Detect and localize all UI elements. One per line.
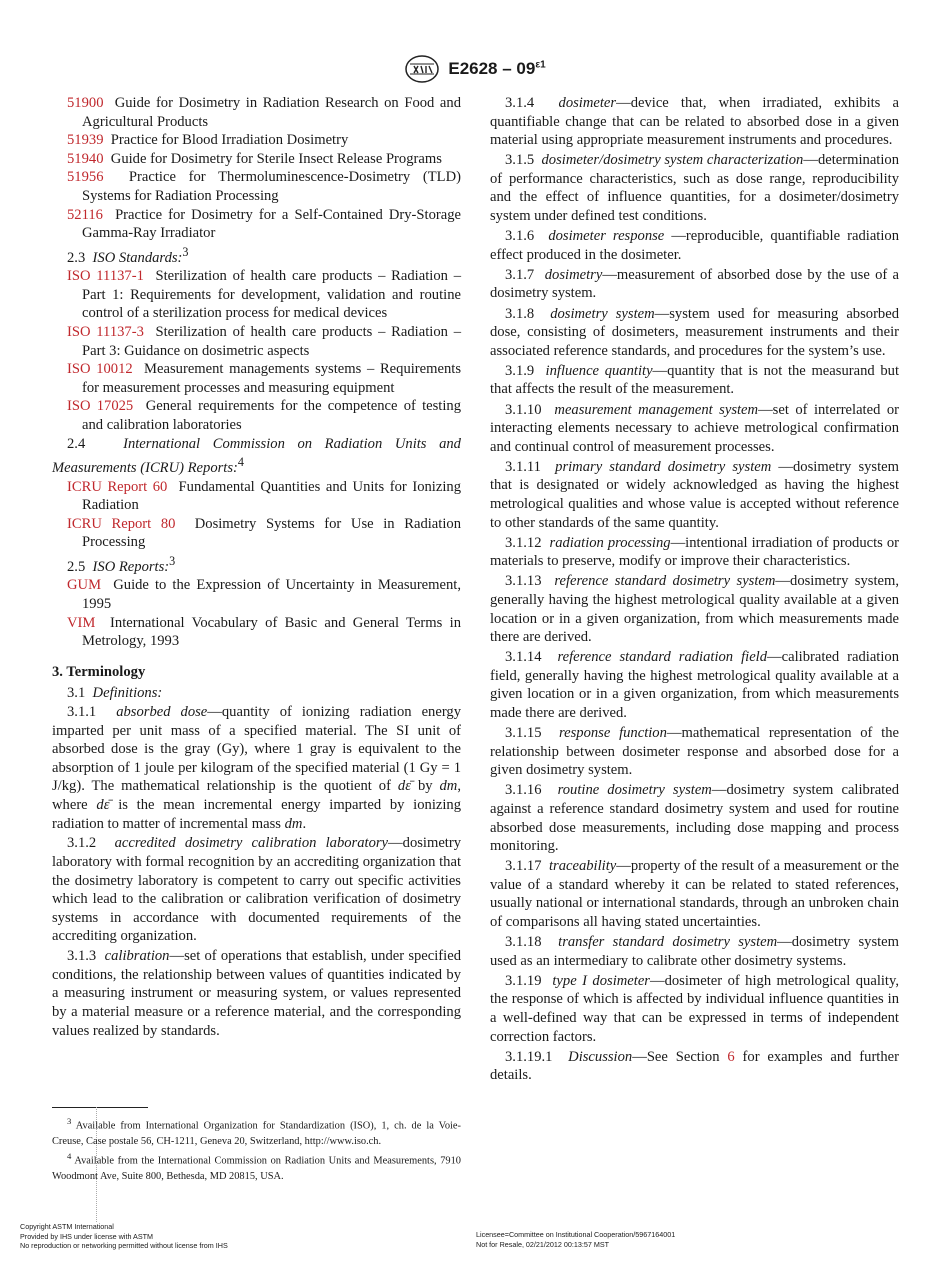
definition-3-1-5: 3.1.5 dosimeter/dosimetry system characterization—determination of performance characteristics, such as dose range, reproducibility and the effect of influence quantities, for a dosimeter/dosimetry system under defined test conditions. bbox=[490, 152, 900, 225]
iso-reference-item bbox=[52, 323, 461, 360]
iso-reports-heading: 2.5 ISO Reports:$^3$ bbox=[67, 553, 176, 575]
page-footer-left: Copyright ASTM International Provided by IHS under license with ASTM No reproduction or networking permitted without license from IHS bbox=[20, 1222, 228, 1251]
definition-3-1-6: 3.1.6 dosimeter response —reproducible, quantifiable radiation effect produced in the dosimeter. bbox=[490, 228, 900, 263]
definition-3-1-17: 3.1.17 traceability—property of the result of a measurement or the value of a standard whereby it can be related to stated references, usually national or international standards, through an unbroken chain of comparisons all having stated uncertainties. bbox=[490, 858, 899, 931]
definition-3-1-10: 3.1.10 measurement management system—set of interrelated or interacting elements necessary to achieve metrological confirmation and continual control of measurement processes. bbox=[490, 401, 900, 455]
iso-standards-heading: 2.3 ISO Standards:$^3$ bbox=[67, 244, 189, 266]
right-column bbox=[490, 94, 899, 1086]
icru-reports-heading: 2.4 International Commission on Radiation Units and Measurements (ICRU) Reports:$^4$ bbox=[52, 435, 461, 476]
iso-report-reference-item bbox=[52, 576, 461, 613]
icru-reference-item bbox=[52, 515, 461, 552]
astm-reference-title: Guide for Dosimetry in Radiation Research on Food and Agricultural Products bbox=[82, 95, 462, 130]
iso-reference-code-link[interactable]: ISO 11137-3 bbox=[67, 323, 144, 340]
footnote-3: $^3$ Available from International Organization for Standardization (ISO), 1, ch. de la Voie-Creuse, Case postale 56, CH-1211, Geneva 20, Switzerland, http://www.iso.ch. bbox=[52, 1116, 461, 1147]
astm-logo-icon bbox=[404, 54, 440, 84]
definition-3-1-14: 3.1.14 reference standard radiation field—calibrated radiation field, generally having the highest metrological quality available at a given location or in a given organization, from which measurements made there are derived. bbox=[490, 649, 900, 721]
left-column bbox=[52, 94, 461, 1042]
iso-reference-code-link[interactable]: ISO 10012 bbox=[67, 361, 133, 378]
astm-reference-title: Practice for Thermoluminescence-Dosimetry (TLD) Systems for Radiation Processing bbox=[82, 169, 461, 204]
document-number: $E2628 - 09^{\varepsilon 1}$ bbox=[448, 59, 546, 78]
definition-3-1-11: 3.1.11 primary standard dosimetry system —dosimetry system that is designated or widely acknowledged as having the highest metrological qualities and whose value is accepted without reference to other standards of the same quantity. bbox=[490, 458, 899, 531]
definition-3-1-16: 3.1.16 routine dosimetry system—dosimetry system calibrated against a reference standard dosimetry system and used for routine absorbed dose measurements, including dose mapping and process monitoring. bbox=[490, 782, 900, 855]
definition-3-1-19-1: 3.1.19.1 Discussion—See Section 6 for examples and further details. bbox=[490, 1048, 899, 1084]
definitions-heading: 3.1 Definitions: bbox=[67, 685, 163, 702]
definition-3-1-3: 3.1.3 calibration—set of operations that establish, under specified conditions, the relationship between values of quantities indicated by a measuring instrument or measuring system, or values represented by a material measure or a reference material, and the corresponding values realized by standards. bbox=[52, 948, 461, 1039]
iso-report-reference-item bbox=[52, 614, 461, 651]
astm-reference-title: Practice for Blood Irradiation Dosimetry bbox=[110, 132, 349, 149]
definition-3-1-15: 3.1.15 response function—mathematical representation of the relationship between dosimeter response and absorbed dose for a given dosimetry system. bbox=[490, 725, 899, 779]
definition-3-1-7: 3.1.7 dosimetry—measurement of absorbed dose by the use of a dosimetry system. bbox=[490, 266, 900, 302]
iso-reference-item bbox=[52, 267, 461, 323]
iso-reference-code-link[interactable]: ISO 17025 bbox=[67, 398, 134, 415]
astm-reference-item bbox=[52, 168, 461, 205]
definition-3-1-2: 3.1.2 accredited dosimetry calibration laboratory—dosimetry laboratory with formal recognition by an accrediting organization that the dosimetry laboratory is competent to carry out specific activities which lead to the calibration or calibration verification of dosimetry systems in accordance with documented requirements of the accrediting organization. bbox=[52, 835, 462, 945]
definition-3-1-8: 3.1.8 dosimetry system—system used for measuring absorbed dose, consisting of dosimeters, measurement instruments and their associated reference standards, and procedures for the system’s use. bbox=[490, 305, 900, 359]
definition-3-1-19: 3.1.19 type I dosimeter—dosimeter of high metrological quality, the response of which is affected by individual influence quantities in a well-defined way that can be expressed in terms of independent correction factors. bbox=[490, 972, 899, 1045]
footnotes bbox=[52, 1114, 461, 1185]
icru-reference-item bbox=[52, 478, 461, 515]
footnote-rule bbox=[52, 1107, 148, 1108]
astm-reference-title: Practice for Dosimetry for a Self-Contained Dry-Storage Gamma-Ray Irradiator bbox=[82, 206, 461, 242]
definition-3-1-13: 3.1.13 reference standard dosimetry system—dosimetry system, generally having the highest metrological quality available at a given location or in a given organization, from which measurements made there are derived. bbox=[490, 573, 899, 646]
page-footer-right: Licensee=Committee on Institutional Cooperation/5967164001 Not for Resale, 02/21/2012 00:13:57 MST bbox=[476, 1230, 676, 1249]
definition-3-1-12: 3.1.12 radiation processing—intentional irradiation of products or materials to preserve, modify or improve their characteristics. bbox=[490, 534, 900, 570]
section-6-link[interactable]: 6 bbox=[727, 1048, 735, 1065]
icru-reference-title: Fundamental Quantities and Units for Ionizing Radiation bbox=[82, 478, 461, 514]
iso-reference-title: Sterilization of health care products – Radiation – Part 1: Requirements for development, validation and routine control of a sterilization process for medical devices bbox=[82, 268, 461, 322]
astm-reference-item bbox=[52, 150, 461, 169]
iso-report-reference-code-link[interactable]: GUM bbox=[67, 577, 102, 594]
iso-report-reference-title: International Vocabulary of Basic and General Terms in Metrology, 1993 bbox=[82, 614, 461, 650]
astm-reference-item bbox=[52, 131, 461, 150]
iso-reference-code-link[interactable]: ISO 11137-1 bbox=[67, 268, 144, 285]
astm-reference-code-link[interactable]: 51940 bbox=[67, 150, 104, 167]
astm-reference-item bbox=[52, 206, 461, 243]
iso-report-reference-code-link[interactable]: VIM bbox=[67, 614, 96, 631]
astm-reference-code-link[interactable]: 51939 bbox=[67, 132, 104, 149]
icru-reference-title: Dosimetry Systems for Use in Radiation Processing bbox=[82, 515, 461, 551]
definition-3-1-18: 3.1.18 transfer standard dosimetry system—dosimetry system used as an intermediary to calibrate other dosimetry systems. bbox=[490, 934, 900, 969]
iso-reference-title: Measurement managements systems – Requirements for measurement processes and measuring equipment bbox=[82, 361, 461, 396]
iso-reference-title: General requirements for the competence of testing and calibration laboratories bbox=[82, 398, 462, 433]
section-title: 3. Terminology bbox=[52, 663, 146, 680]
definition-3-1-9: 3.1.9 influence quantity—quantity that is not the measurand but that affects the result of the measurement. bbox=[490, 362, 899, 398]
icru-reference-code-link[interactable]: ICRU Report 80 bbox=[67, 515, 176, 532]
page-header bbox=[0, 54, 950, 84]
astm-reference-code-link[interactable]: 52116 bbox=[67, 206, 103, 223]
astm-reference-title: Guide for Dosimetry for Sterile Insect Release Programs bbox=[110, 150, 442, 167]
definition-3-1-1: 3.1.1 absorbed dose—quantity of ionizing radiation energy imparted per unit mass of a specified material. The SI unit of absorbed dose is the gray (Gy), where 1 gray is equivalent to the absorption of 1 joule per kilogram of the specified material (1 Gy = 1 J/kg). The mathematical relationship is the quotient of dε̄ by dm, where dε̄ is the mean incremental energy imparted by ionizing radiation to matter of incremental mass dm. bbox=[52, 703, 462, 832]
iso-reference-item bbox=[52, 360, 461, 397]
astm-reference-code-link[interactable]: 51900 bbox=[67, 95, 104, 111]
astm-reference-item bbox=[52, 94, 461, 131]
iso-report-reference-title: Guide to the Expression of Uncertainty in Measurement, 1995 bbox=[82, 577, 461, 613]
iso-reference-title: Sterilization of health care products – Radiation – Part 3: Guidance on dosimetric aspects bbox=[82, 323, 461, 359]
iso-reference-item bbox=[52, 397, 461, 434]
icru-reference-code-link[interactable]: ICRU Report 60 bbox=[67, 478, 168, 495]
definition-3-1-4: 3.1.4 dosimeter—device that, when irradiated, exhibits a quantifiable change that can be related to absorbed dose in a given material using appropriate measurement instruments and procedures. bbox=[490, 95, 899, 149]
footnote-4: $^4$ Available from the International Commission on Radiation Units and Measurements, 7910 Woodmont Ave, Suite 800, Bethesda, MD 20815, USA. bbox=[52, 1151, 461, 1183]
astm-reference-code-link[interactable]: 51956 bbox=[67, 169, 104, 186]
